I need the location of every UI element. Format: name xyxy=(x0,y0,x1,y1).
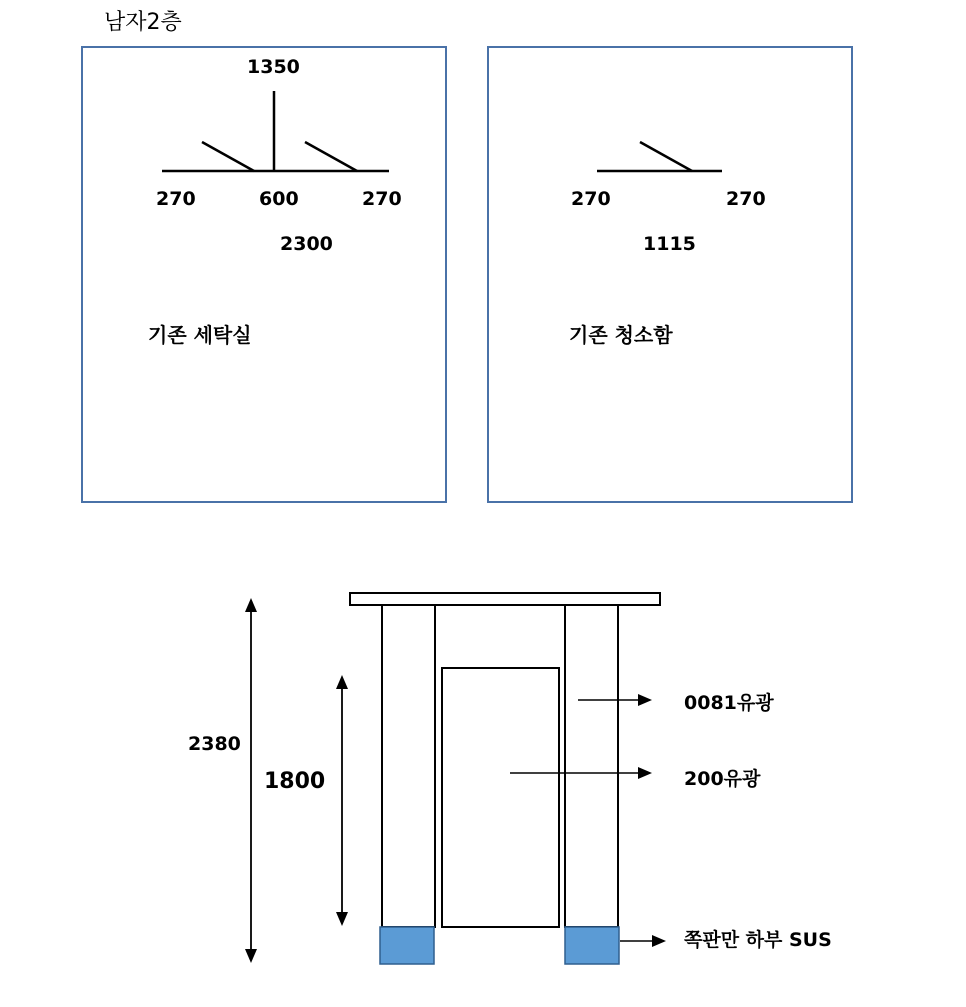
laundry-dimension-left: 270 xyxy=(156,188,196,210)
laundry-total-width: 2300 xyxy=(280,233,333,255)
sus-base-left xyxy=(380,927,434,964)
laundry-dimension-center: 600 xyxy=(259,188,299,210)
closet-room-name: 기존 청소함 xyxy=(569,323,673,347)
laundry-top-dimension: 1350 xyxy=(247,56,300,78)
side-panel-left xyxy=(382,605,435,927)
closet-total-width: 1115 xyxy=(643,233,696,255)
callout-arrow-base xyxy=(620,935,666,947)
total-height-label: 2380 xyxy=(188,733,241,755)
top-cap xyxy=(350,593,660,605)
closet-dimension-right: 270 xyxy=(726,188,766,210)
floor-label: 남자2층 xyxy=(104,10,182,35)
laundry-door-swing-right xyxy=(305,142,357,171)
sus-base-right xyxy=(565,927,619,964)
laundry-dimension-right: 270 xyxy=(362,188,402,210)
laundry-plan-lines xyxy=(162,91,389,171)
laundry-room-name: 기존 세탁실 xyxy=(148,323,252,347)
panel-finish-label: 0081유광 xyxy=(684,692,774,714)
laundry-door-swing-left xyxy=(202,142,254,171)
door-finish-label: 200유광 xyxy=(684,768,761,790)
dimension-arrow-total xyxy=(245,598,257,963)
closet-door-swing xyxy=(640,142,692,171)
base-material-label: 쪽판만 하부 SUS xyxy=(684,929,832,951)
dimension-arrow-door xyxy=(336,675,348,926)
door-panel xyxy=(442,668,559,927)
closet-dimension-left: 270 xyxy=(571,188,611,210)
closet-plan-lines xyxy=(597,142,722,171)
door-height-label: 1800 xyxy=(264,769,326,794)
side-panel-right xyxy=(565,605,618,927)
